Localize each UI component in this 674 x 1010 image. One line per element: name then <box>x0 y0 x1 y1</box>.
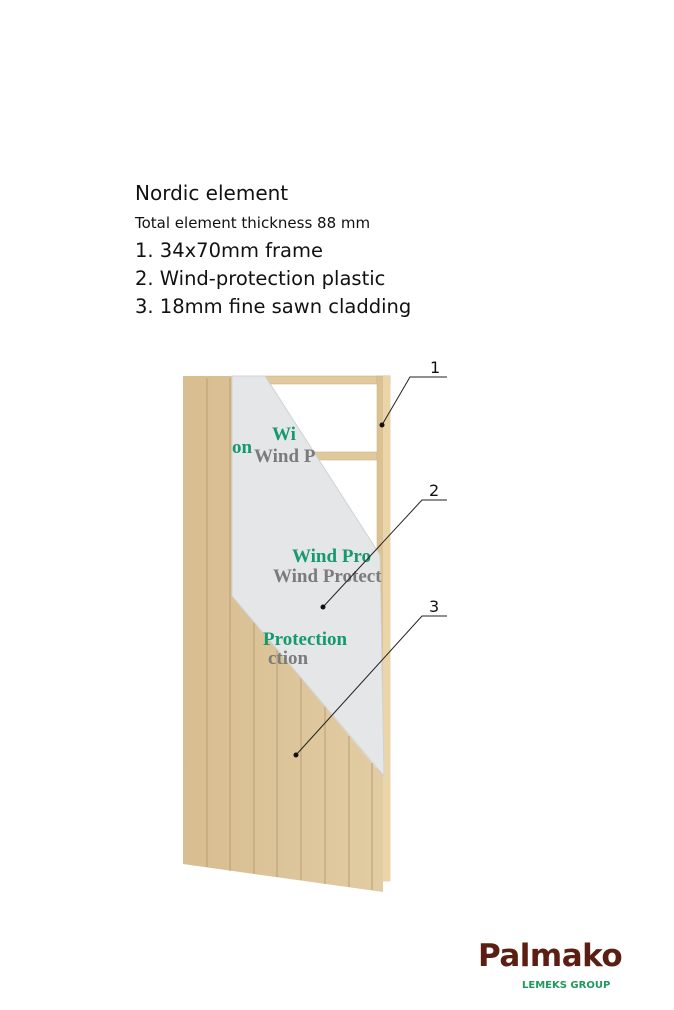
membrane-print: Wind Protect <box>273 566 382 587</box>
callout-number: 2 <box>429 481 440 500</box>
membrane-print: Wind Pro <box>292 546 372 567</box>
palmako-logo: Palmako <box>478 938 623 974</box>
logo-tagline: LEMEKS GROUP <box>522 980 611 991</box>
legend-item-cladding: 3. 18mm fine sawn cladding <box>135 295 412 318</box>
membrane-print: on <box>232 437 253 458</box>
membrane-print: Wind P <box>254 446 316 467</box>
legend-item-frame: 1. 34x70mm frame <box>135 239 323 262</box>
membrane-print: Wi <box>272 424 296 445</box>
diagram-subtitle: Total element thickness 88 mm <box>135 214 371 232</box>
diagram-title: Nordic element <box>135 181 289 205</box>
callout-number: 3 <box>429 597 440 616</box>
legend-item-wind-protection: 2. Wind-protection plastic <box>135 267 386 290</box>
membrane-print: ction <box>268 648 309 669</box>
callout-number: 1 <box>430 358 441 377</box>
membrane-print: Protection <box>263 629 348 650</box>
